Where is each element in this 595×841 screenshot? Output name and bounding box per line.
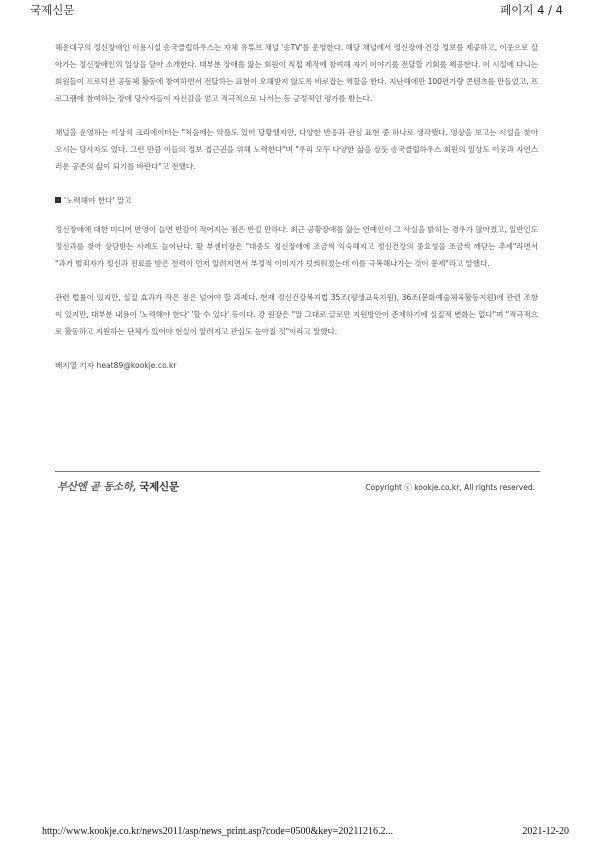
print-url: http://www.kookje.co.kr/news2011/asp/news_print.asp?code=0500&key=20211216.2... [42,826,393,837]
footer-logo-text: 국제신문 [139,481,179,493]
site-name: 국제신문 [30,3,75,17]
print-date: 2021-12-20 [522,826,569,837]
footer-slogan: 부산엔 곧 동소하, [57,481,136,493]
article-paragraph: 해운대구의 정신장애인 이용시설 송국클럽하우스는 자체 유튜브 채널 '송TV'를 운영한다. 해당 채널에서 정신장애·건강 정보를 제공하고, 이웃으로 살아가는 정신장애인의 일상을 담아 소개한다. 대부분 장애를 앓는 회원이 직접 제작에 참여해 자기 이야기를 전달할 기회를 제공한다. 이 시설에 다니는 회원들이 프로덕션 공동체 활동에 참여하면서 전달하는 표현이 오해받지 않도록 바로잡는 역할을 한다. 지난해에만 100편가량 콘텐츠를 만들었고, 프로그램에 참여하는 장애 당사자들이 자신감을 얻고 적극적으로 나서는 등 긍정적인 평가를 받는다. [55,43,538,103]
byline: 배지열 기자 heat89@kookje.co.kr [55,361,177,370]
article-body [55,39,538,374]
subheading-text: '노력해야 한다' 말고 [64,196,132,205]
square-bullet-icon [55,197,61,203]
article-subheading [55,192,538,209]
page-indicator: 페이지 4 / 4 [500,3,563,17]
footer-logo [57,479,179,494]
copyright: Copyright ⓒ kookje.co.kr, All rights reserved. [365,483,535,492]
footer-divider [55,471,540,472]
article-paragraph: 정신장애에 대한 미디어 반영이 늘면 반감이 적어지는 점은 반길 만하다. 최근 공황장애를 앓는 연예인이 그 사실을 밝히는 경우가 많아졌고, 일반인도 정신과를 찾아 상담받는 사례도 늘어난다. 황 부센터장은 "대중도 정신장애에 조금씩 익숙해지고 정신건강의 중요성을 조금씩 깨닫는 추세"라면서 "과거 범죄자가 정신과 진료를 받은 전력이 먼저 알려지면서 부정적 이미지가 덧씌워졌는데 이를 극복해나가는 것이 문제"라고 말했다. [55,225,538,268]
article-paragraph: 관련 법률이 있지만, 실질 효과가 작은 점은 넘어야 할 과제다. 현재 정신건강복지법 35조(평생교육지원), 36조(문화예술체육활동지원)에 관련 조항이 있지만, 대부분 내용이 '노력해야 한다' '할 수 있다' 등이다. 강 원장은 "말 그대로 글로만 지원방안이 존재하기에 실질적 변화는 없다"며 "적극적으로 활동하고 지원하는 단체가 있어야 현실이 알려지고 관심도 높아질 것"이라고 말했다. [55,293,538,336]
article-paragraph: 채널을 운영하는 이상석 크리에이터는 "처음에는 악플도 있어 당황했지만, 다양한 반응과 관심 표현 중 하나로 생각했다. 영상을 보고는 시설을 찾아오시는 당사자도 있다. 그런 만큼 이들의 정보 접근권을 위해 노력한다"며 "우리 모두 다양한 삶을 살듯 송국클럽하우스 회원의 일상도 이웃과 자연스러운 공존의 삶이 되기를 바란다"고 전했다. [55,128,538,171]
